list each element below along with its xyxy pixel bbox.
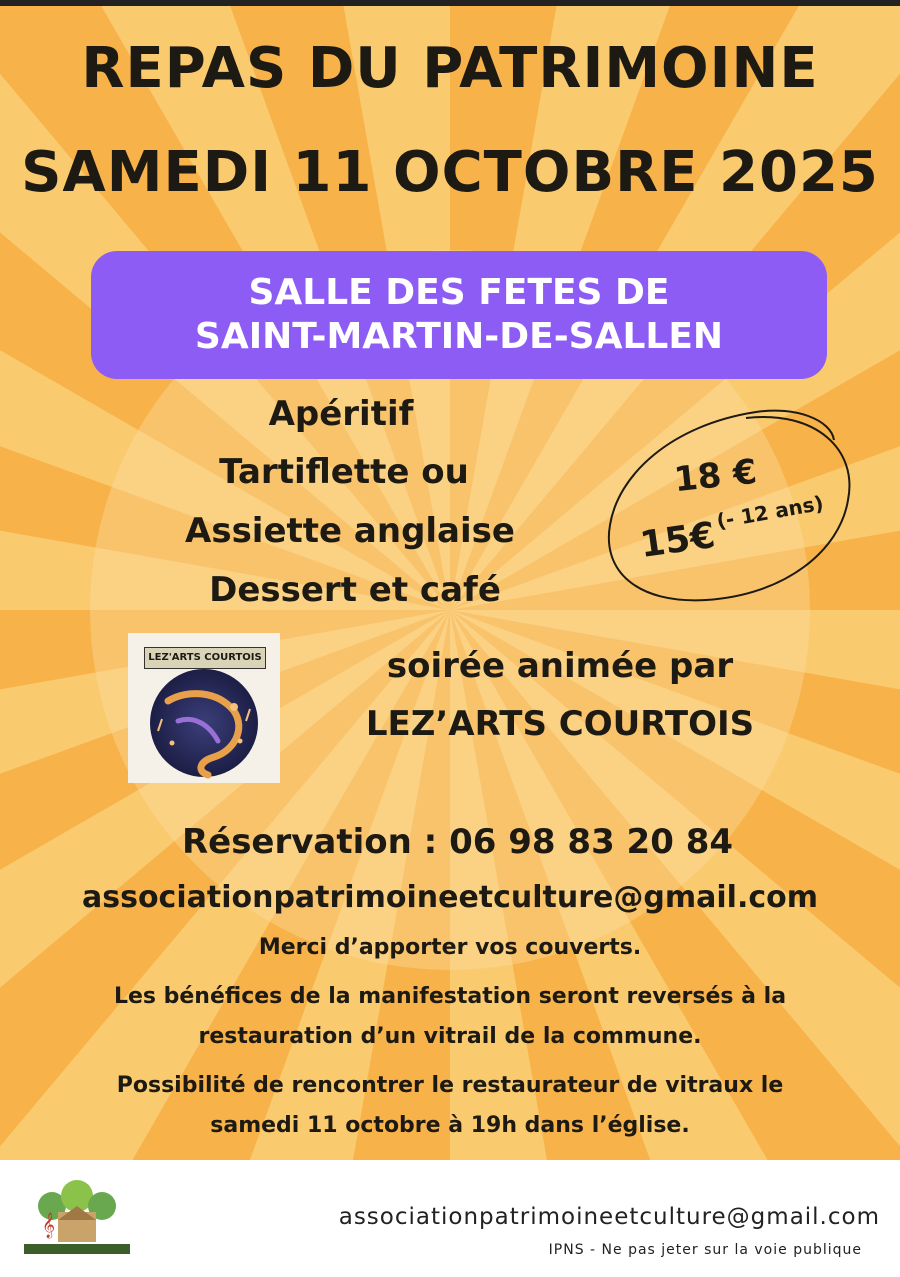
venue-line-2: SAINT-MARTIN-DE-SALLEN [194,316,724,357]
association-logo-icon [22,1176,132,1266]
venue-line-1: SALLE DES FETES DE [248,272,670,313]
note-benefices-1: Les bénéfices de la manifestation seront reversés à la [113,984,787,1009]
menu-item-aperitif: Apéritif [268,394,414,434]
band-logo [128,633,280,783]
note-couverts: Merci d’apporter vos couverts. [258,935,642,960]
entertainment-line-1: soirée animée par [386,646,734,686]
price-child: 15€ [637,514,718,567]
gecko-music-logo-icon [138,661,270,779]
note-rencontre-2: samedi 11 octobre à 19h dans l’église. [210,1113,690,1138]
reservation-phone: Réservation : 06 98 83 20 84 [181,822,734,862]
top-border [0,0,900,6]
footer-ipns: IPNS - Ne pas jeter sur la voie publique [548,1242,862,1258]
footer-email: associationpatrimoineetculture@gmail.com [338,1204,880,1230]
menu-item-assiette: Assiette anglaise [185,511,515,551]
note-benefices-2: restauration d’un vitrail de la commune. [198,1024,702,1049]
hand-drawn-circle-icon [596,400,866,610]
contact-email: associationpatrimoineetculture@gmail.com [81,880,818,915]
svg-text:𝄞: 𝄞 [42,1213,56,1238]
price-adult: 18 € [672,451,759,501]
price-circle [596,400,866,610]
event-date: SAMEDI 11 OCTOBRE 2025 [21,140,879,205]
venue-banner [91,251,827,379]
menu-item-tartiflette: Tartiflette ou [219,452,469,492]
band-logo-label: LEZ'ARTS COURTOIS [144,647,266,669]
footer [0,1160,900,1277]
note-rencontre-1: Possibilité de rencontrer le restaurateur de vitraux le [116,1073,784,1098]
event-title: REPAS DU PATRIMOINE [81,36,819,101]
menu-item-dessert: Dessert et café [209,570,501,610]
entertainment-line-2: LEZ’ARTS COURTOIS [365,704,755,744]
price-child-note: (- 12 ans) [714,490,826,534]
